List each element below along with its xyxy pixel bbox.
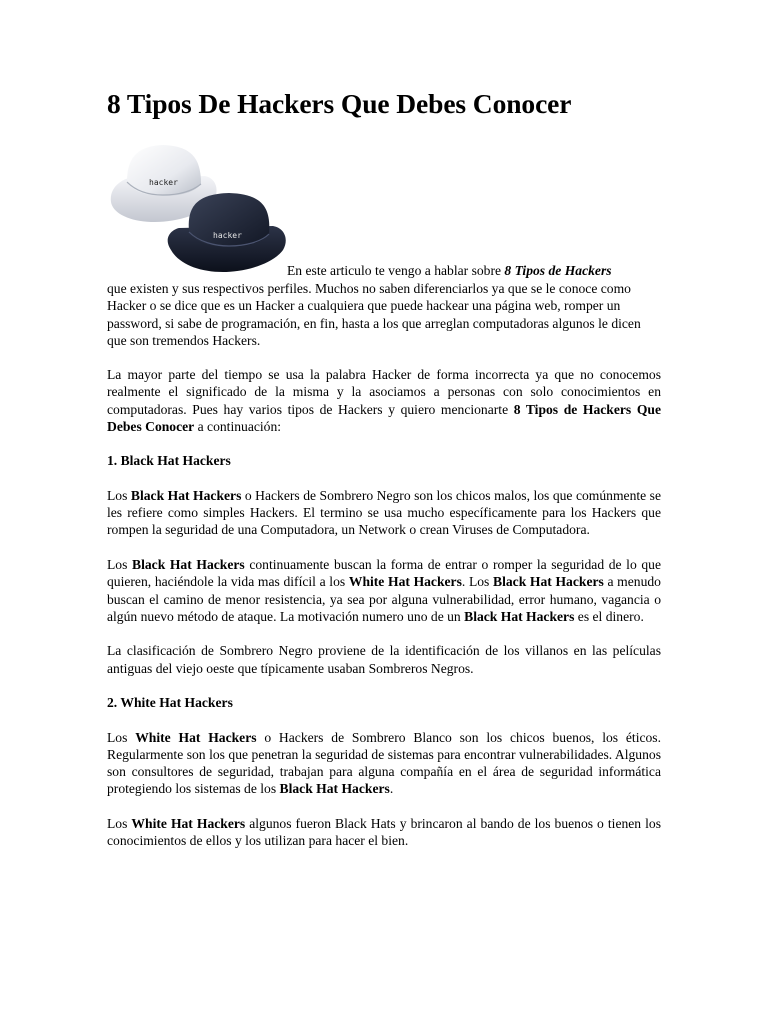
paragraph-definition bbox=[107, 366, 661, 435]
paragraph-bold: 8 Tipos de Hackers Que Debes Conocer bbox=[107, 401, 661, 434]
text-run: . bbox=[389, 781, 394, 797]
text-run: Los bbox=[107, 815, 132, 831]
bold-run: Black Hat Hackers bbox=[464, 608, 575, 624]
text-run: Los bbox=[107, 487, 131, 503]
bold-run: Black Hat Hackers bbox=[279, 781, 390, 797]
article-body bbox=[107, 366, 661, 867]
text-run: es el dinero. bbox=[574, 608, 644, 624]
text-run: o Hackers de Sombrero Blanco son los chicos buenos, los éticos. Regularmente son los que penetran la seguridad de sistemas para encontrar vulnerabilidades. Algunos son consultores de seguridad, trabajan para alguna compañía en el área de seguridad informática protegiendo los sistemas de los bbox=[107, 729, 662, 797]
bold-run: Black Hat Hackers bbox=[130, 487, 242, 503]
bold-run: White Hat Hackers bbox=[348, 574, 462, 590]
black-hat-label: hacker bbox=[213, 231, 242, 240]
bold-run: White Hat Hackers bbox=[135, 729, 257, 745]
intro-emphasis: 8 Tipos de Hackers bbox=[504, 263, 612, 278]
text-run: a menudo buscan el camino de menor resistencia, ya sea por alguna vulnerabilidad, error humano, vagancia o algún nuevo método de ataque. La motivación numero uno de un bbox=[107, 574, 661, 624]
white-hat-label: hacker bbox=[149, 178, 178, 187]
intro-text: En este articulo te vengo a hablar sobre bbox=[287, 263, 505, 278]
section-heading-black-hat: 1. Black Hat Hackers bbox=[107, 453, 231, 469]
black-hat-paragraph-2 bbox=[107, 556, 661, 625]
bold-run: Black Hat Hackers bbox=[493, 574, 604, 590]
intro-paragraph: que existen y sus respectivos perfiles. Muchos no saben diferenciarlos ya que se le conoce como Hacker o se dice que es un Hacker a cualquiera que puede hackear una página web, romper un password, si sabe de programación, en fin, hasta a los que arreglan computadoras algunos le dicen que son tremendos Hackers. bbox=[107, 280, 641, 348]
white-hat-paragraph-2 bbox=[107, 815, 661, 850]
bold-run: White Hat Hackers bbox=[131, 815, 246, 831]
text-run: Los bbox=[107, 556, 133, 572]
white-hat-paragraph-1 bbox=[107, 729, 661, 798]
hacker-hats-image bbox=[107, 140, 287, 275]
black-hat-paragraph-1 bbox=[107, 487, 661, 539]
black-hat-paragraph-3: La clasificación de Sombrero Negro proviene de la identificación de los villanos en las películas antiguas del viejo oeste que típicamente usaban Sombreros Negros. bbox=[107, 643, 661, 676]
text-run: continuamente buscan la forma de entrar o romper la seguridad de lo que quieren, haciéndole la vida mas difícil a los bbox=[107, 556, 661, 590]
intro-first-line bbox=[287, 262, 612, 280]
paragraph-tail: a continuación: bbox=[194, 418, 282, 434]
text-run: Los bbox=[107, 729, 136, 745]
bold-run: Black Hat Hackers bbox=[132, 556, 245, 572]
document-title: 8 Tipos De Hackers Que Debes Conocer bbox=[107, 88, 572, 119]
text-run: algunos fueron Black Hats y brincaron al bando de los buenos o tienen los conocimientos de ellos y los utilizan para hacer el bien. bbox=[107, 815, 661, 849]
paragraph-text: La mayor parte del tiempo se usa la palabra Hacker de forma incorrecta ya que no conocemos realmente el significado de la misma y la asociamos a personas con solo conocimientos en computadoras. Pues hay varios tipos de Hackers y quiero mencionarte bbox=[107, 367, 661, 417]
section-heading-white-hat: 2. White Hat Hackers bbox=[107, 695, 233, 711]
text-run: o Hackers de Sombrero Negro son los chicos malos, los que comúnmente se les refiere como simples Hackers. El termino se usa mucho específicamente para los Hackers que rompen la seguridad de una Computadora, un Network o crean Viruses de Computadora. bbox=[107, 487, 662, 538]
text-run: . Los bbox=[461, 574, 494, 590]
